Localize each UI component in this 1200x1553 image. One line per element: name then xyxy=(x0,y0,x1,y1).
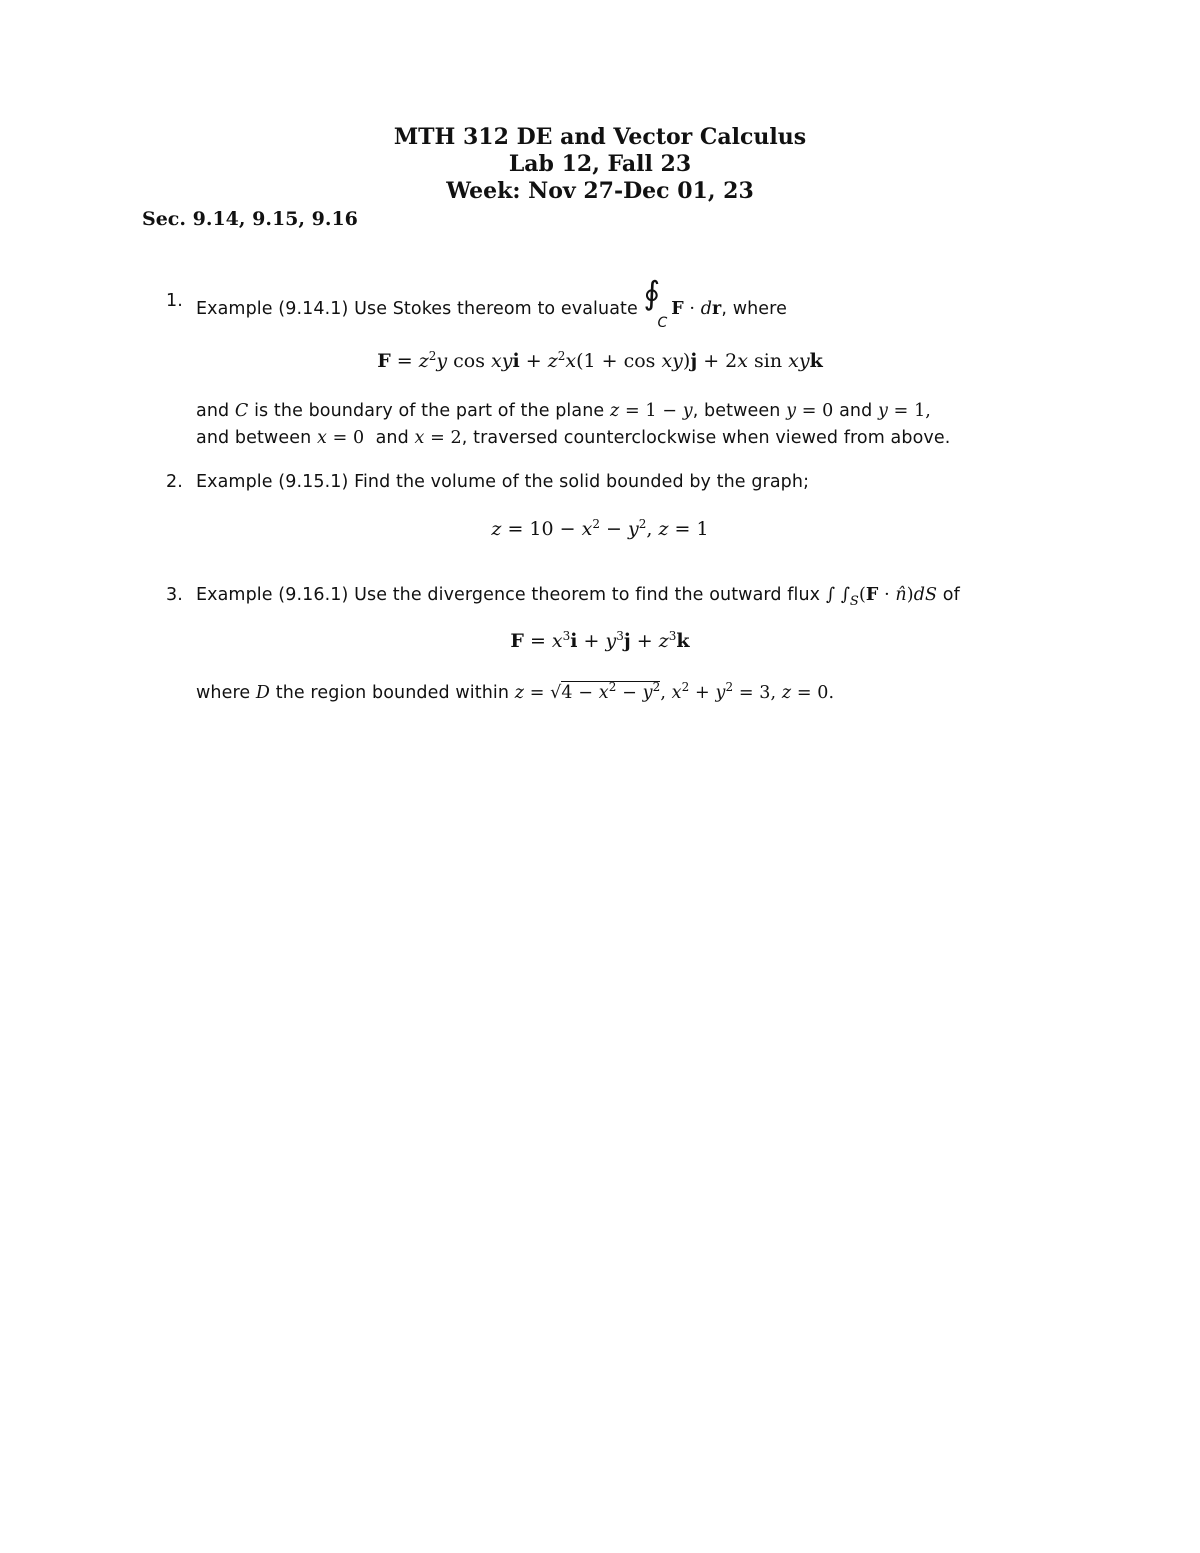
integral-lower-limit: C xyxy=(657,315,668,331)
problem-1-equation xyxy=(0,350,1200,372)
course-title: MTH 312 DE and Vector Calculus xyxy=(393,124,807,150)
problem-intro-line: Example (9.14.1) Use Stokes thereom to evaluate ∮ C F · dr, where xyxy=(196,288,787,328)
problem-intro: Example (9.15.1) Find the volume of the solid bounded by the graph; xyxy=(196,472,810,492)
problem-number: 1. xyxy=(166,291,183,311)
week-line: Week: Nov 27-Dec 01, 23 xyxy=(446,178,754,204)
sections-line: Sec. 9.14, 9.15, 9.16 xyxy=(142,208,358,230)
problem-3-equation: $F = x^3i + y^3j + z^3k$ xyxy=(510,629,690,652)
problem-intro: Example (9.14.1) Use Stokes thereom to evaluate xyxy=(196,299,638,319)
page: MTH 312 DE and Vector Calculus Lab 12, Fall 23 Week: Nov 27-Dec 01, 23 Sec. 9.14, 9.15, 9.16 1. Example (9.14.1) Use Stokes thereom to evaluate ∮ C F · dr, where $F = z^2y$ cos xyi + $z^2x(1 + \cos xy)j + 2x$ sin xyk and C is the boundary of the part of the plane z = 1 − y, between y = 0 and y = 1, and between x = 0 and x = 2, traversed counterclockwise when viewed from above. 2. Example (9.15.1) Find the volume of the solid bounded by the graph; $z = 10 - x^2 - y^2$, z = 1 3. Example (9.16.1) Use the divergence theorem to find the outward flux ∫ $\int_S(F$ · n̂)dS of $F = x^3i + y^3j + z^3k$ where D the region bounded within $z = √4 - x^2 - y^2$, $x^2 + y^2 = 3$, z = 0. xyxy=(0,0,1200,1553)
double-integral-icon: ∫ ∫ xyxy=(825,585,850,605)
problem-number: 2. xyxy=(166,472,183,492)
problem-2-equation: $z = 10 - x^2 - y^2$, z = 1 xyxy=(491,517,709,540)
header xyxy=(0,124,1200,205)
contour-integral-icon: ∮ C xyxy=(644,288,666,328)
equation-text: $F = z^2y$ cos xyi + $z^2x(1 + \cos xy)j + 2x$ sin xyk xyxy=(377,349,823,372)
after-integral: , where xyxy=(721,299,787,319)
lab-line: Lab 12, Fall 23 xyxy=(508,151,692,177)
problem-number: 3. xyxy=(166,585,183,605)
problem-intro: Example (9.16.1) Use the divergence theorem to find the outward flux xyxy=(196,585,821,605)
problem-intro-line: Example (9.16.1) Use the divergence theorem to find the outward flux ∫ $\int_S(F$ · n̂)dS of xyxy=(196,585,960,609)
